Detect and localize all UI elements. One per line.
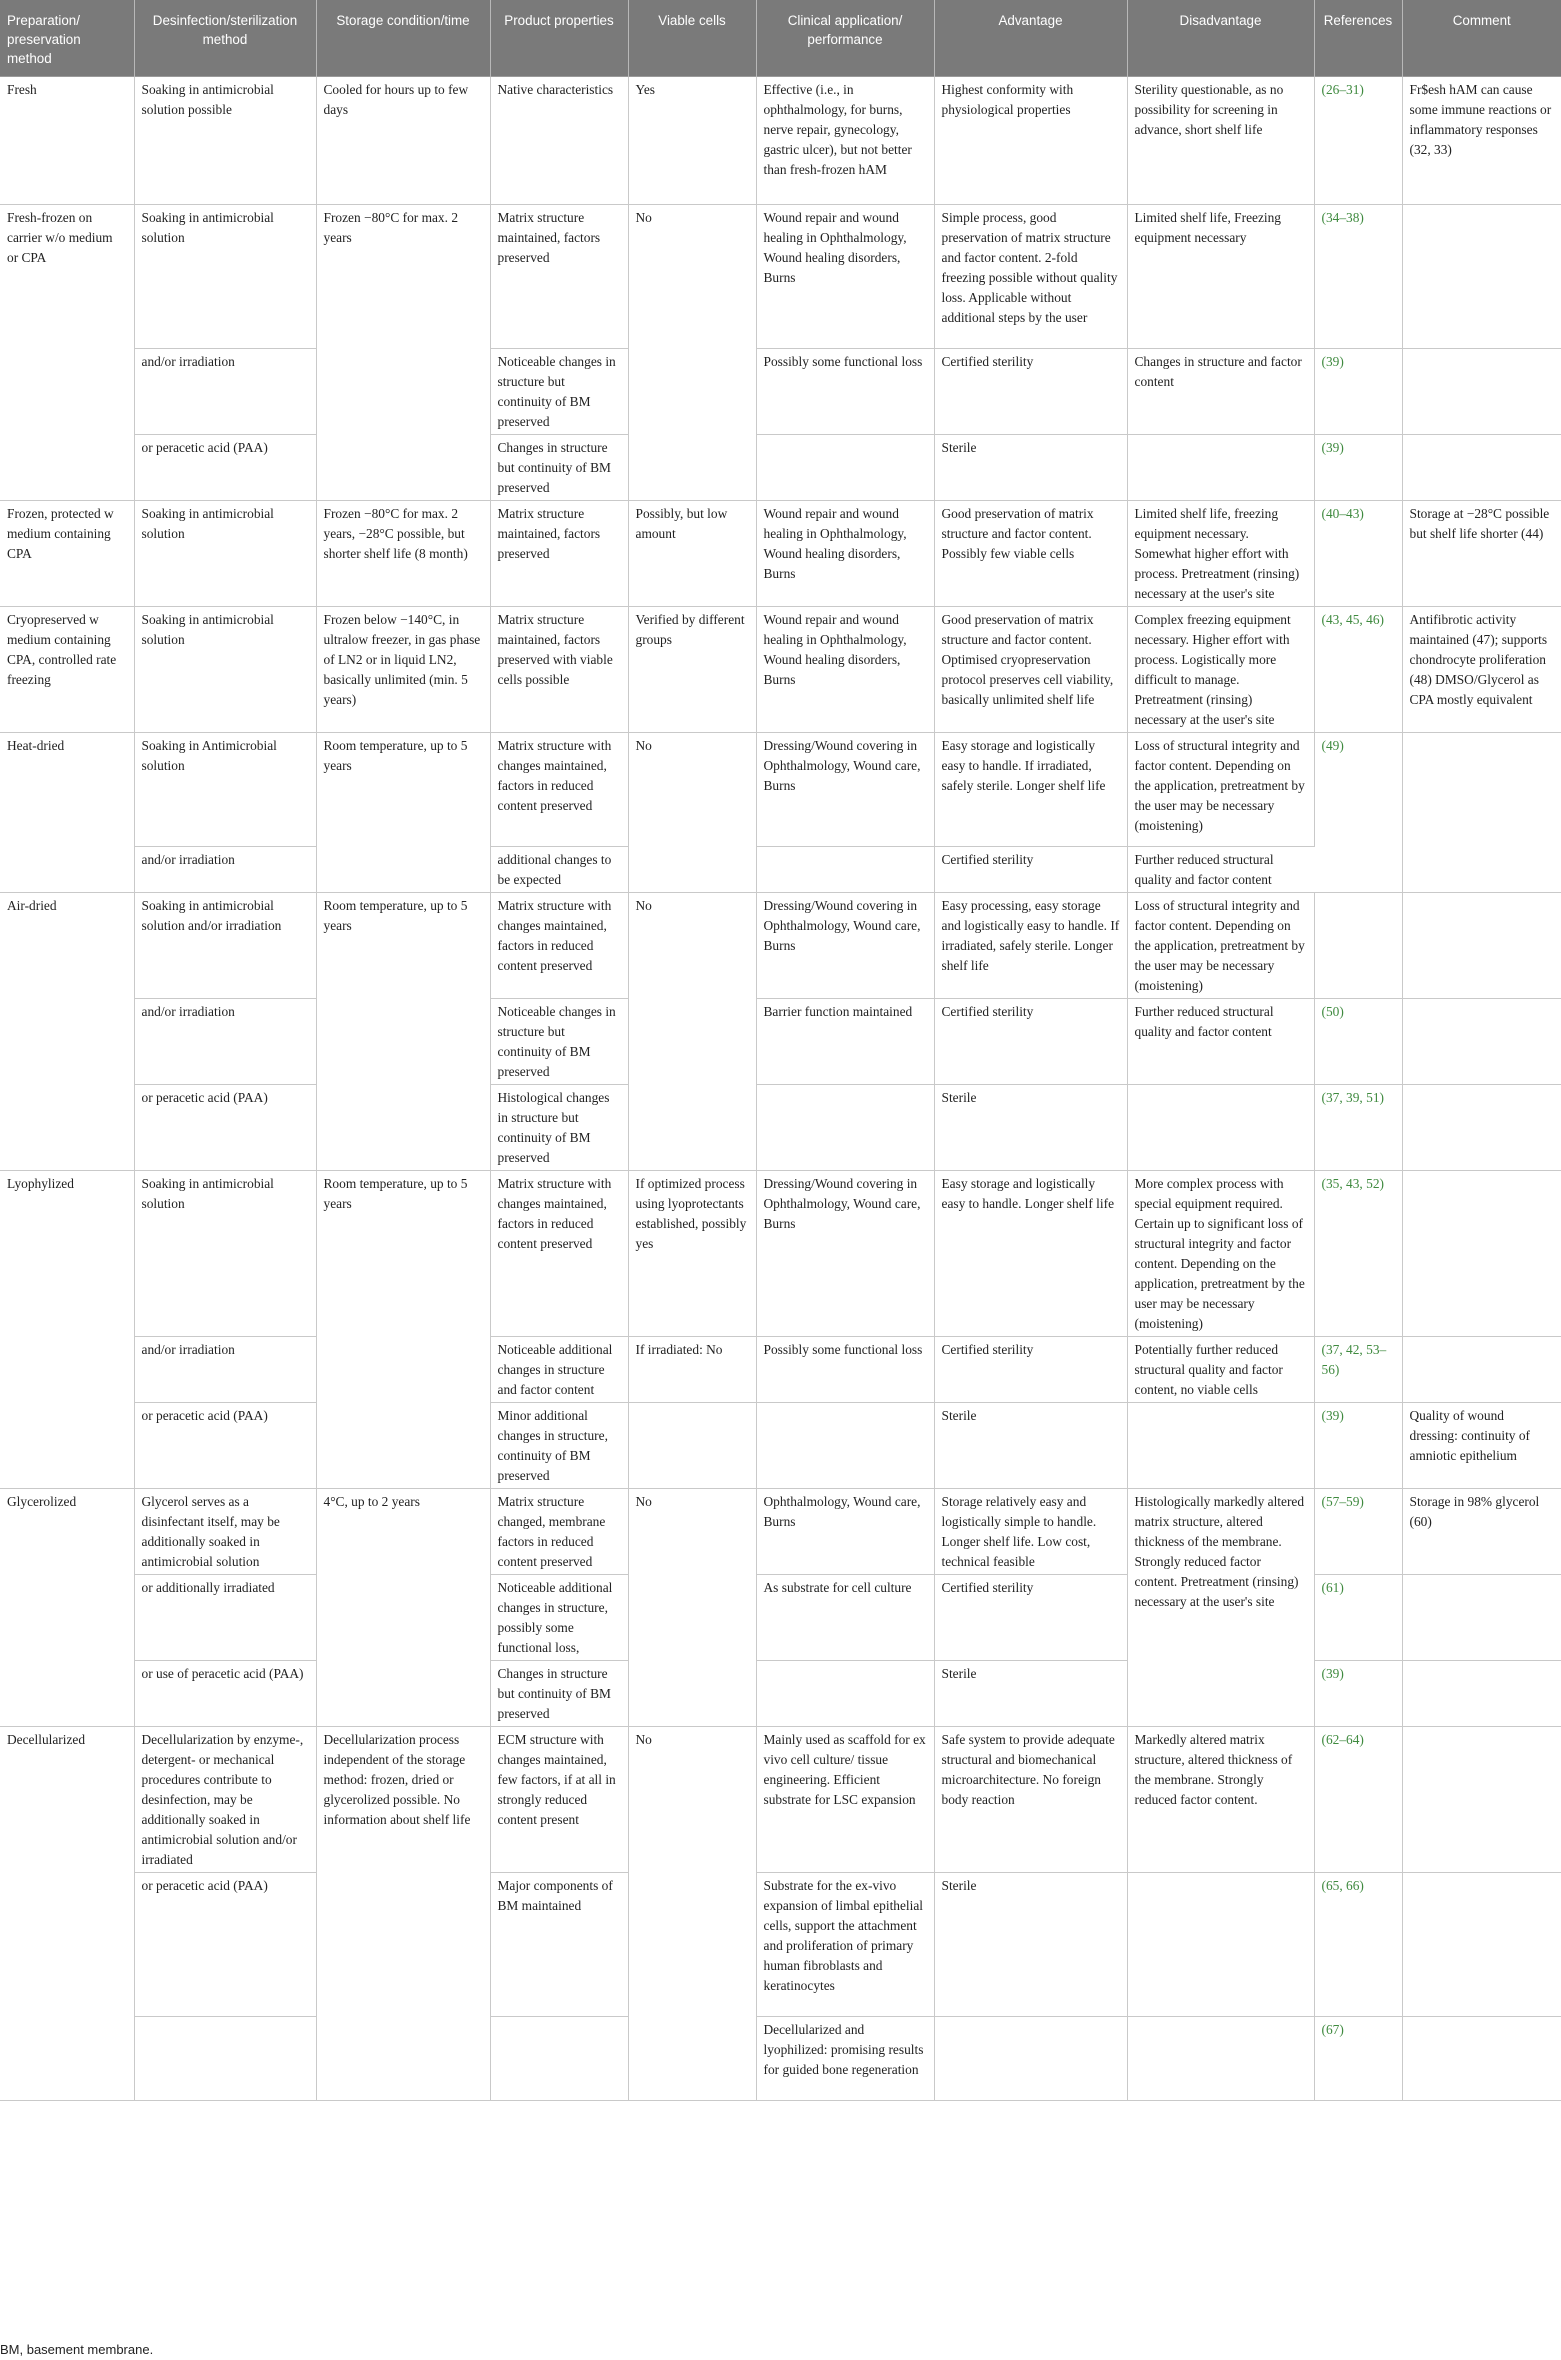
header-row — [0, 0, 1561, 76]
clinical-cell: Possibly some functional loss — [756, 1336, 934, 1402]
properties-cell: Matrix structure maintained, factors preserved with viable cells possible — [490, 606, 628, 732]
table-row — [0, 732, 1561, 846]
disinfection-cell: Soaking in antimicrobial solution — [134, 204, 316, 348]
disadvantage-cell: Complex freezing equipment necessary. Higher effort with process. Logistically more difficult to manage. Pretreatment (rinsing) necessary at the user's site — [1127, 606, 1314, 732]
properties-cell: Native characteristics — [490, 76, 628, 204]
properties-cell: Noticeable changes in structure but continuity of BM preserved — [490, 348, 628, 434]
references-cell: (43, 45, 46) — [1314, 606, 1402, 732]
disadvantage-cell — [1127, 1402, 1314, 1488]
header-disadvantage: Disadvantage — [1127, 0, 1314, 76]
advantage-cell: Storage relatively easy and logistically simple to handle. Longer shelf life. Low cost, technical feasible — [934, 1488, 1127, 1574]
disadvantage-cell — [1127, 434, 1314, 500]
advantage-cell: Good preservation of matrix structure and factor content. Optimised cryopreservation protocol preserves cell viability, basically unlimited shelf life — [934, 606, 1127, 732]
comment-cell — [1402, 1726, 1561, 1872]
storage-cell: Room temperature, up to 5 years — [316, 732, 490, 892]
disinfection-cell: or peracetic acid (PAA) — [134, 1872, 316, 2016]
table-row — [0, 434, 1561, 500]
references-cell: (39) — [1314, 434, 1402, 500]
header-advantage: Advantage — [934, 0, 1127, 76]
disinfection-cell: Soaking in antimicrobial solution — [134, 500, 316, 606]
advantage-cell: Easy processing, easy storage and logistically easy to handle. If irradiated, safely sterile. Longer shelf life — [934, 892, 1127, 998]
disadvantage-cell: Limited shelf life, freezing equipment necessary. Somewhat higher effort with process. Pretreatment (rinsing) necessary at the user's site — [1127, 500, 1314, 606]
advantage-cell: Safe system to provide adequate structural and biomechanical microarchitecture. No foreign body reaction — [934, 1726, 1127, 1872]
advantage-cell: Sterile — [934, 1402, 1127, 1488]
disadvantage-cell: Changes in structure and factor content — [1127, 348, 1314, 434]
clinical-cell — [756, 1660, 934, 1726]
disadvantage-cell — [1127, 1084, 1314, 1170]
advantage-cell: Easy storage and logistically easy to handle. If irradiated, safely sterile. Longer shelf life — [934, 732, 1127, 846]
header-references: References — [1314, 0, 1402, 76]
properties-cell: Changes in structure but continuity of BM preserved — [490, 1660, 628, 1726]
header-storage: Storage condition/time — [316, 0, 490, 76]
storage-cell: Frozen −80°C for max. 2 years, −28°C possible, but shorter shelf life (8 month) — [316, 500, 490, 606]
disadvantage-cell: More complex process with special equipment required. Certain up to significant loss of structural integrity and factor content. Depending on the application, pretreatment by the user may be necessary (moistening) — [1127, 1170, 1314, 1336]
advantage-cell: Sterile — [934, 1660, 1127, 1726]
viable-cell: If irradiated: No — [628, 1336, 756, 1402]
comment-cell — [1402, 1084, 1561, 1170]
references-cell: (34–38) — [1314, 204, 1402, 348]
method-cell: Cryopreserved w medium containing CPA, controlled rate freezing — [0, 606, 134, 732]
properties-cell: Minor additional changes in structure, continuity of BM preserved — [490, 1402, 628, 1488]
disinfection-cell: Glycerol serves as a disinfectant itself, may be additionally soaked in antimicrobial solution — [134, 1488, 316, 1574]
clinical-cell: As substrate for cell culture — [756, 1574, 934, 1660]
disadvantage-cell: Limited shelf life, Freezing equipment necessary — [1127, 204, 1314, 348]
disinfection-cell: Soaking in antimicrobial solution — [134, 1170, 316, 1336]
advantage-cell: Easy storage and logistically easy to handle. Longer shelf life — [934, 1170, 1127, 1336]
table-row — [0, 998, 1561, 1084]
references-cell: (39) — [1314, 348, 1402, 434]
table-row — [0, 500, 1561, 606]
table-footnote: BM, basement membrane. — [0, 2342, 154, 2357]
header-properties: Product properties — [490, 0, 628, 76]
advantage-cell: Good preservation of matrix structure and factor content. Possibly few viable cells — [934, 500, 1127, 606]
header-disinfection: Desinfection/sterilization method — [134, 0, 316, 76]
references-cell: (65, 66) — [1314, 1872, 1402, 2016]
viable-cell: No — [628, 204, 756, 500]
properties-cell: ECM structure with changes maintained, few factors, if at all in strongly reduced content present — [490, 1726, 628, 1872]
disinfection-cell: or use of peracetic acid (PAA) — [134, 1660, 316, 1726]
table-row — [0, 1336, 1561, 1402]
viable-cell — [628, 1402, 756, 1488]
references-cell: (62–64) — [1314, 1726, 1402, 1872]
advantage-cell: Certified sterility — [934, 1574, 1127, 1660]
disadvantage-cell — [1127, 2016, 1314, 2100]
table-row — [0, 1574, 1561, 1660]
clinical-cell — [756, 434, 934, 500]
disinfection-cell: Soaking in antimicrobial solution possible — [134, 76, 316, 204]
disinfection-cell: and/or irradiation — [134, 846, 316, 892]
viable-cell: Yes — [628, 76, 756, 204]
comment-cell — [1402, 204, 1561, 348]
properties-cell: Noticeable additional changes in structure, possibly some functional loss, — [490, 1574, 628, 1660]
comment-cell: Storage at −28°C possible but shelf life shorter (44) — [1402, 500, 1561, 606]
table-row — [0, 204, 1561, 348]
properties-cell: Matrix structure with changes maintained, factors in reduced content preserved — [490, 732, 628, 846]
method-cell: Frozen, protected w medium containing CPA — [0, 500, 134, 606]
viable-cell: No — [628, 1488, 756, 1726]
properties-cell — [490, 2016, 628, 2100]
disinfection-cell: Soaking in antimicrobial solution and/or irradiation — [134, 892, 316, 998]
references-cell: (37, 42, 53–56) — [1314, 1336, 1402, 1402]
method-cell: Fresh — [0, 76, 134, 204]
viable-cell: If optimized process using lyoprotectants established, possibly yes — [628, 1170, 756, 1336]
comment-cell — [1402, 732, 1561, 892]
disadvantage-cell: Sterility questionable, as no possibility for screening in advance, short shelf life — [1127, 76, 1314, 204]
disinfection-cell — [134, 2016, 316, 2100]
comment-cell — [1402, 1170, 1561, 1336]
clinical-cell: Dressing/Wound covering in Ophthalmology, Wound care, Burns — [756, 892, 934, 998]
header-comment: Comment — [1402, 0, 1561, 76]
disadvantage-cell: Loss of structural integrity and factor content. Depending on the application, pretreatment by the user may be necessary (moistening) — [1127, 892, 1314, 998]
references-cell: (67) — [1314, 2016, 1402, 2100]
properties-cell: additional changes to be expected — [490, 846, 628, 892]
properties-cell: Noticeable additional changes in structure and factor content — [490, 1336, 628, 1402]
references-cell: (50) — [1314, 998, 1402, 1084]
disadvantage-cell: Potentially further reduced structural quality and factor content, no viable cells — [1127, 1336, 1314, 1402]
table-row — [0, 892, 1561, 998]
table-row — [0, 1488, 1561, 1574]
comment-cell: Antifibrotic activity maintained (47); supports chondrocyte proliferation (48) DMSO/Glycerol as CPA mostly equivalent — [1402, 606, 1561, 732]
clinical-cell: Wound repair and wound healing in Ophthalmology, Wound healing disorders, Burns — [756, 606, 934, 732]
properties-cell: Changes in structure but continuity of BM preserved — [490, 434, 628, 500]
advantage-cell: Sterile — [934, 434, 1127, 500]
properties-cell: Histological changes in structure but continuity of BM preserved — [490, 1084, 628, 1170]
header-clinical: Clinical application/ performance — [756, 0, 934, 76]
comment-cell: Storage in 98% glycerol (60) — [1402, 1488, 1561, 1574]
viable-cell: Verified by different groups — [628, 606, 756, 732]
table-row — [0, 2016, 1561, 2100]
clinical-cell: Mainly used as scaffold for ex vivo cell culture/ tissue engineering. Efficient substrate for LSC expansion — [756, 1726, 934, 1872]
references-cell: (35, 43, 52) — [1314, 1170, 1402, 1336]
disinfection-cell: and/or irradiation — [134, 348, 316, 434]
comment-cell: Quality of wound dressing: continuity of amniotic epithelium — [1402, 1402, 1561, 1488]
disadvantage-cell: Further reduced structural quality and factor content — [1127, 846, 1314, 892]
advantage-cell: Certified sterility — [934, 998, 1127, 1084]
disinfection-cell: Soaking in antimicrobial solution — [134, 606, 316, 732]
advantage-cell: Sterile — [934, 1872, 1127, 2016]
comment-cell — [1402, 1872, 1561, 2016]
clinical-cell: Substrate for the ex-vivo expansion of limbal epithelial cells, support the attachment and proliferation of primary human fibroblasts and keratinocytes — [756, 1872, 934, 2016]
references-cell: (40–43) — [1314, 500, 1402, 606]
advantage-cell: Sterile — [934, 1084, 1127, 1170]
table-row — [0, 1726, 1561, 1872]
table-row — [0, 1872, 1561, 2016]
storage-cell: Decellularization process independent of the storage method: frozen, dried or glycerolized possible. No information about shelf life — [316, 1726, 490, 2100]
disinfection-cell: or peracetic acid (PAA) — [134, 1084, 316, 1170]
method-cell: Fresh-frozen on carrier w/o medium or CPA — [0, 204, 134, 500]
comment-cell — [1402, 434, 1561, 500]
advantage-cell: Certified sterility — [934, 1336, 1127, 1402]
references-cell: (49) — [1314, 732, 1402, 892]
table-row — [0, 1660, 1561, 1726]
table-row — [0, 1170, 1561, 1336]
advantage-cell: Certified sterility — [934, 846, 1127, 892]
header-viable-cells: Viable cells — [628, 0, 756, 76]
advantage-cell: Highest conformity with physiological properties — [934, 76, 1127, 204]
clinical-cell — [756, 846, 934, 892]
method-cell: Decellularized — [0, 1726, 134, 2100]
table-row — [0, 1402, 1561, 1488]
references-cell: (39) — [1314, 1660, 1402, 1726]
comment-cell — [1402, 1336, 1561, 1402]
table-row — [0, 76, 1561, 204]
references-cell: (37, 39, 51) — [1314, 1084, 1402, 1170]
clinical-cell: Possibly some functional loss — [756, 348, 934, 434]
clinical-cell: Decellularized and lyophilized: promising results for guided bone regeneration — [756, 2016, 934, 2100]
disinfection-cell: or peracetic acid (PAA) — [134, 1402, 316, 1488]
references-cell — [1314, 892, 1402, 998]
references-cell: (39) — [1314, 1402, 1402, 1488]
clinical-cell: Effective (i.e., in ophthalmology, for burns, nerve repair, gynecology, gastric ulcer), but not better than fresh-frozen hAM — [756, 76, 934, 204]
table-row — [0, 348, 1561, 434]
disadvantage-cell: Loss of structural integrity and factor content. Depending on the application, pretreatment by the user may be necessary (moistening) — [1127, 732, 1314, 846]
disinfection-cell: Soaking in Antimicrobial solution — [134, 732, 316, 846]
comment-cell: Fr$esh hAM can cause some immune reactions or inflammatory responses (32, 33) — [1402, 76, 1561, 204]
table-row — [0, 606, 1561, 732]
viable-cell: No — [628, 892, 756, 1170]
references-cell: (26–31) — [1314, 76, 1402, 204]
storage-cell: Frozen below −140°C, in ultralow freezer, in gas phase of LN2 or in liquid LN2, basically unlimited (min. 5 years) — [316, 606, 490, 732]
storage-cell: Cooled for hours up to few days — [316, 76, 490, 204]
clinical-cell: Dressing/Wound covering in Ophthalmology, Wound care, Burns — [756, 732, 934, 846]
references-cell: (61) — [1314, 1574, 1402, 1660]
comment-cell — [1402, 1660, 1561, 1726]
clinical-cell: Barrier function maintained — [756, 998, 934, 1084]
advantage-cell — [934, 2016, 1127, 2100]
properties-cell: Matrix structure with changes maintained, factors in reduced content preserved — [490, 1170, 628, 1336]
properties-cell: Major components of BM maintained — [490, 1872, 628, 2016]
clinical-cell — [756, 1084, 934, 1170]
properties-cell: Matrix structure maintained, factors preserved — [490, 500, 628, 606]
comment-cell — [1402, 892, 1561, 998]
clinical-cell: Dressing/Wound covering in Ophthalmology, Wound care, Burns — [756, 1170, 934, 1336]
header-preparation: Preparation/ preservation method — [0, 0, 134, 76]
table-body — [0, 76, 1561, 2100]
references-cell: (57–59) — [1314, 1488, 1402, 1574]
disadvantage-cell: Markedly altered matrix structure, altered thickness of the membrane. Strongly reduced factor content. — [1127, 1726, 1314, 1872]
comment-cell — [1402, 2016, 1561, 2100]
clinical-cell: Wound repair and wound healing in Ophthalmology, Wound healing disorders, Burns — [756, 500, 934, 606]
method-cell: Lyophylized — [0, 1170, 134, 1488]
disinfection-cell: and/or irradiation — [134, 998, 316, 1084]
storage-cell: 4°C, up to 2 years — [316, 1488, 490, 1726]
storage-cell: Room temperature, up to 5 years — [316, 892, 490, 1170]
disinfection-cell: or additionally irradiated — [134, 1574, 316, 1660]
viable-cell: No — [628, 1726, 756, 2100]
properties-cell: Matrix structure changed, membrane factors in reduced content preserved — [490, 1488, 628, 1574]
disinfection-cell: and/or irradiation — [134, 1336, 316, 1402]
method-cell: Glycerolized — [0, 1488, 134, 1726]
properties-cell: Matrix structure maintained, factors preserved — [490, 204, 628, 348]
viable-cell: Possibly, but low amount — [628, 500, 756, 606]
properties-cell: Noticeable changes in structure but continuity of BM preserved — [490, 998, 628, 1084]
storage-cell: Room temperature, up to 5 years — [316, 1170, 490, 1488]
comment-cell — [1402, 998, 1561, 1084]
disadvantage-cell: Histologically markedly altered matrix structure, altered thickness of the membrane. Strongly reduced factor content. Pretreatment (rinsing) necessary at the user's site — [1127, 1488, 1314, 1726]
viable-cell: No — [628, 732, 756, 892]
disadvantage-cell — [1127, 1872, 1314, 2016]
comment-cell — [1402, 348, 1561, 434]
advantage-cell: Certified sterility — [934, 348, 1127, 434]
storage-cell: Frozen −80°C for max. 2 years — [316, 204, 490, 500]
method-cell: Heat-dried — [0, 732, 134, 892]
disadvantage-cell: Further reduced structural quality and factor content — [1127, 998, 1314, 1084]
disinfection-cell: Decellularization by enzyme-, detergent- or mechanical procedures contribute to desinfection, may be additionally soaked in antimicrobial solution and/or irradiated — [134, 1726, 316, 1872]
properties-cell: Matrix structure with changes maintained, factors in reduced content preserved — [490, 892, 628, 998]
clinical-cell — [756, 1402, 934, 1488]
advantage-cell: Simple process, good preservation of matrix structure and factor content. 2-fold freezing possible without quality loss. Applicable without additional steps by the user — [934, 204, 1127, 348]
comment-cell — [1402, 1574, 1561, 1660]
table-row — [0, 1084, 1561, 1170]
method-cell: Air-dried — [0, 892, 134, 1170]
clinical-cell: Wound repair and wound healing in Ophthalmology, Wound healing disorders, Burns — [756, 204, 934, 348]
clinical-cell: Ophthalmology, Wound care, Burns — [756, 1488, 934, 1574]
disinfection-cell: or peracetic acid (PAA) — [134, 434, 316, 500]
